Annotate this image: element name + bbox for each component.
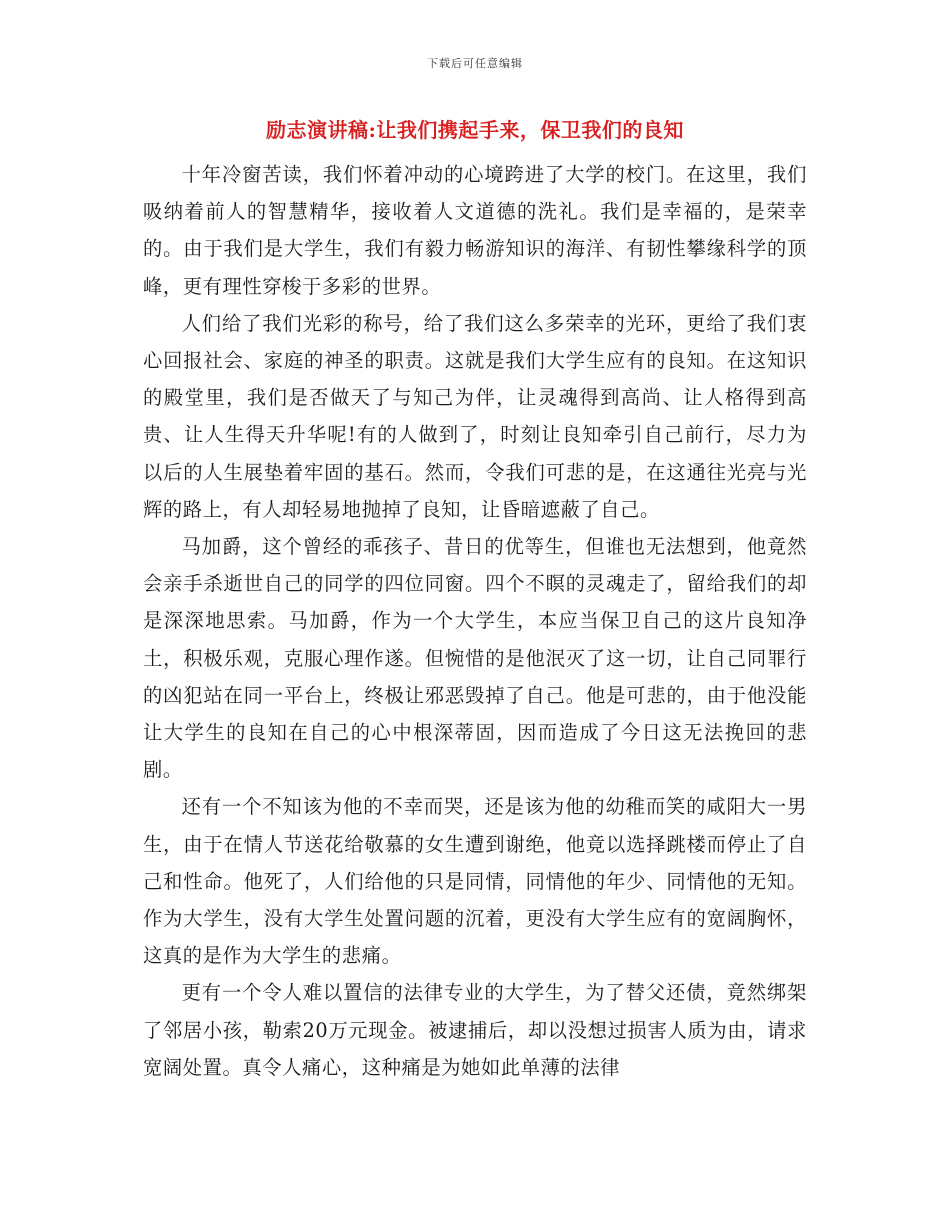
paragraph: 更有一个令人难以置信的法律专业的大学生，为了替父还债，竟然绑架了邻居小孩，勒索20万元现金。被逮捕后，却以没想过损害人质为由，请求宽阔处置。真令人痛心，这种痛是为她如此单薄的法律 bbox=[143, 981, 807, 1079]
document-body bbox=[143, 156, 807, 1086]
paragraph: 还有一个不知该为他的不幸而哭，还是该为他的幼稚而笑的咸阳大一男生，由于在情人节送花给敬慕的女生遭到谢绝，他竟以选择跳楼而停止了自己和性命。他死了，人们给他的只是同情，同情他的年少、同情他的无知。作为大学生，没有大学生处置问题的沉着，更没有大学生应有的宽阔胸怀，这真的是作为大学生的悲痛。 bbox=[143, 795, 807, 968]
document-title: 励志演讲稿:让我们携起手来，保卫我们的良知 bbox=[266, 118, 684, 142]
header-note: 下载后可任意编辑 bbox=[427, 57, 523, 70]
paragraph: 马加爵，这个曾经的乖孩子、昔日的优等生，但谁也无法想到，他竟然会亲手杀逝世自己的同学的四位同窗。四个不瞑的灵魂走了，留给我们的却是深深地思索。马加爵，作为一个大学生，本应当保卫自己的这片良知净土，积极乐观，克服心理作遂。但惋惜的是他泯灭了这一切，让自己同罪行的凶犯站在同一平台上，终极让邪恶毁掉了自己。他是可悲的，由于他没能让大学生的良知在自己的心中根深蒂固，因而造成了今日这无法挽回的悲剧。 bbox=[143, 535, 807, 782]
paragraph: 十年冷窗苦读，我们怀着冲动的心境跨进了大学的校门。在这里，我们吸纳着前人的智慧精华，接收着人文道德的洗礼。我们是幸福的，是荣幸的。由于我们是大学生，我们有毅力畅游知识的海洋、有韧性攀缘科学的顶峰，更有理性穿梭于多彩的世界。 bbox=[143, 163, 807, 298]
paragraph: 人们给了我们光彩的称号，给了我们这么多荣幸的光环，更给了我们衷心回报社会、家庭的神圣的职责。这就是我们大学生应有的良知。在这知识的殿堂里，我们是否做天了与知己为伴，让灵魂得到高尚、让人格得到高贵、让人生得天升华呢!有的人做到了，时刻让良知牵引自己前行，尽力为以后的人生展垫着牢固的基石。然而，令我们可悲的是，在这通往光亮与光辉的路上，有人却轻易地抛掉了良知，让昏暗遮蔽了自己。 bbox=[143, 311, 807, 521]
